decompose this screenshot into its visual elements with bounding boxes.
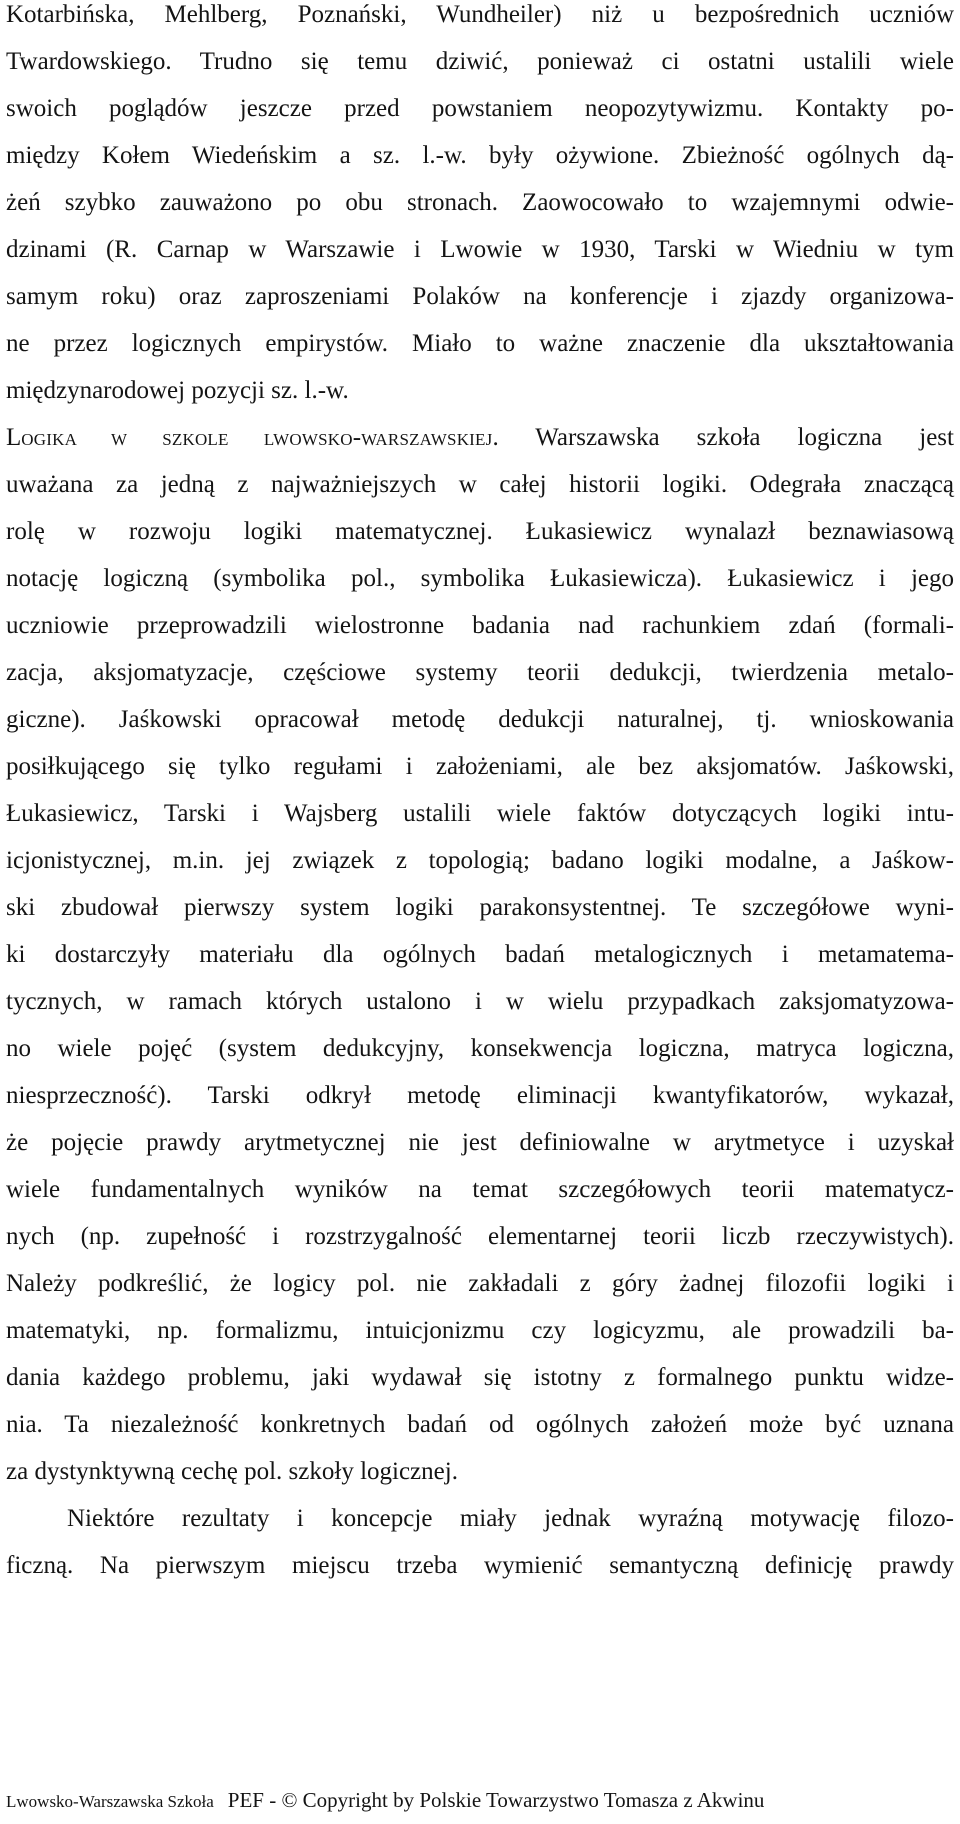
text-line: samym roku) oraz zaproszeniami Polaków na konferencje i zjazdy organizowa- xyxy=(6,283,954,310)
text-line: międzynarodowej pozycji sz. l.-w. xyxy=(6,377,349,404)
section-heading-small-2: WARSZAWSKIEJ xyxy=(361,430,493,449)
text-line: swoich poglądów jeszcze przed powstaniem neopozytywizmu. Kontakty po- xyxy=(6,95,954,122)
text-line: matematyki, np. formalizmu, intuicjonizmu czy logicyzmu, ale prowadzili ba- xyxy=(6,1317,954,1344)
text-line: Łukasiewicz, Tarski i Wajsberg ustalili wiele faktów dotyczących logiki intu- xyxy=(6,800,954,827)
text-line: giczne). Jaśkowski opracował metodę dedukcji naturalnej, tj. wnioskowania xyxy=(6,706,954,733)
text-line: nia. Ta niezależność konkretnych badań od ogólnych założeń może być uznana xyxy=(6,1411,954,1438)
text-line: Kotarbińska, Mehlberg, Poznański, Wundheiler) niż u bezpośrednich uczniów xyxy=(6,1,954,28)
section-heading-dash: - xyxy=(352,424,362,451)
text-line: notację logiczną (symbolika pol., symbolika Łukasiewicza). Łukasiewicz i jego xyxy=(6,565,954,592)
footer-copyright: PEF - © Copyright by Polskie Towarzystwo Tomasza z Akwinu xyxy=(227,1788,765,1812)
text-line: dania każdego problemu, jaki wydawał się istotny z formalnego punktu widze- xyxy=(6,1364,954,1391)
text-line: wiele fundamentalnych wyników na temat szczegółowych teorii matematycz- xyxy=(6,1176,954,1203)
section-heading-small: OGIKA W SZKOLE LWOWSKO xyxy=(21,430,353,449)
text-line: niesprzeczność). Tarski odkrył metodę eliminacji kwantyfikatorów, wykazał, xyxy=(6,1082,954,1109)
text-line: icjonistycznej, m.in. jej związek z topologią; badano logiki modalne, a Jaśkow- xyxy=(6,847,954,874)
text-line: tycznych, w ramach których ustalono i w wielu przypadkach zaksjomatyzowa- xyxy=(6,988,954,1015)
text-line: uczniowie przeprowadzili wielostronne badania nad rachunkiem zdań (formali- xyxy=(6,612,954,639)
text-line: Twardowskiego. Trudno się temu dziwić, ponieważ ci ostatni ustalili wiele xyxy=(6,48,954,75)
section-first-line-rest: Warszawska szkoła logiczna jest xyxy=(498,424,954,451)
text-line: ficzną. Na pierwszym miejscu trzeba wymienić semantyczną definicję prawdy xyxy=(6,1552,954,1579)
text-line: no wiele pojęć (system dedukcyjny, konsekwencja logiczna, matryca logiczna, xyxy=(6,1035,954,1062)
text-line: zacja, aksjomatyzacje, częściowe systemy teorii dedukcji, twierdzenia metalo- xyxy=(6,659,954,686)
text-line: między Kołem Wiedeńskim a sz. l.-w. były ożywione. Zbieżność ogólnych dą- xyxy=(6,142,954,169)
text-line: za dystynktywną cechę pol. szkoły logicznej. xyxy=(6,1458,458,1485)
section-heading-cap: L xyxy=(6,424,22,451)
section-heading-end: . xyxy=(492,424,499,451)
text-line: Należy podkreślić, że logicy pol. nie zakładali z góry żadnej filozofii logiki i xyxy=(6,1270,954,1297)
text-line: że pojęcie prawdy arytmetycznej nie jest definiowalne w arytmetyce i uzyskał xyxy=(6,1129,954,1156)
section-heading-line xyxy=(6,423,954,455)
text-line: dzinami (R. Carnap w Warszawie i Lwowie w 1930, Tarski w Wiedniu w tym xyxy=(6,236,954,263)
footer-title: Lwowsko-Warszawska Szkoła xyxy=(6,1792,214,1811)
text-line: ski zbudował pierwszy system logiki parakonsystentnej. Te szczegółowe wyni- xyxy=(6,894,954,921)
text-line: nych (np. zupełność i rozstrzygalność elementarnej teorii liczb rzeczywistych). xyxy=(6,1223,954,1250)
text-line: uważana za jedną z najważniejszych w całej historii logiki. Odegrała znaczącą xyxy=(6,471,954,498)
page-footer xyxy=(6,1786,954,1816)
text-line: posiłkującego się tylko regułami i założeniami, ale bez aksjomatów. Jaśkowski, xyxy=(6,753,954,780)
text-line: ki dostarczyły materiału dla ogólnych badań metalogicznych i metamatema- xyxy=(6,941,954,968)
text-line: żeń szybko zauważono po obu stronach. Zaowocowało to wzajemnymi odwie- xyxy=(6,189,954,216)
text-line: Niektóre rezultaty i koncepcje miały jednak wyraźną motywację filozo- xyxy=(67,1505,954,1532)
text-line: rolę w rozwoju logiki matematycznej. Łukasiewicz wynalazł beznawiasową xyxy=(6,518,954,545)
text-line: ne przez logicznych empirystów. Miało to ważne znaczenie dla ukształtowania xyxy=(6,330,954,357)
